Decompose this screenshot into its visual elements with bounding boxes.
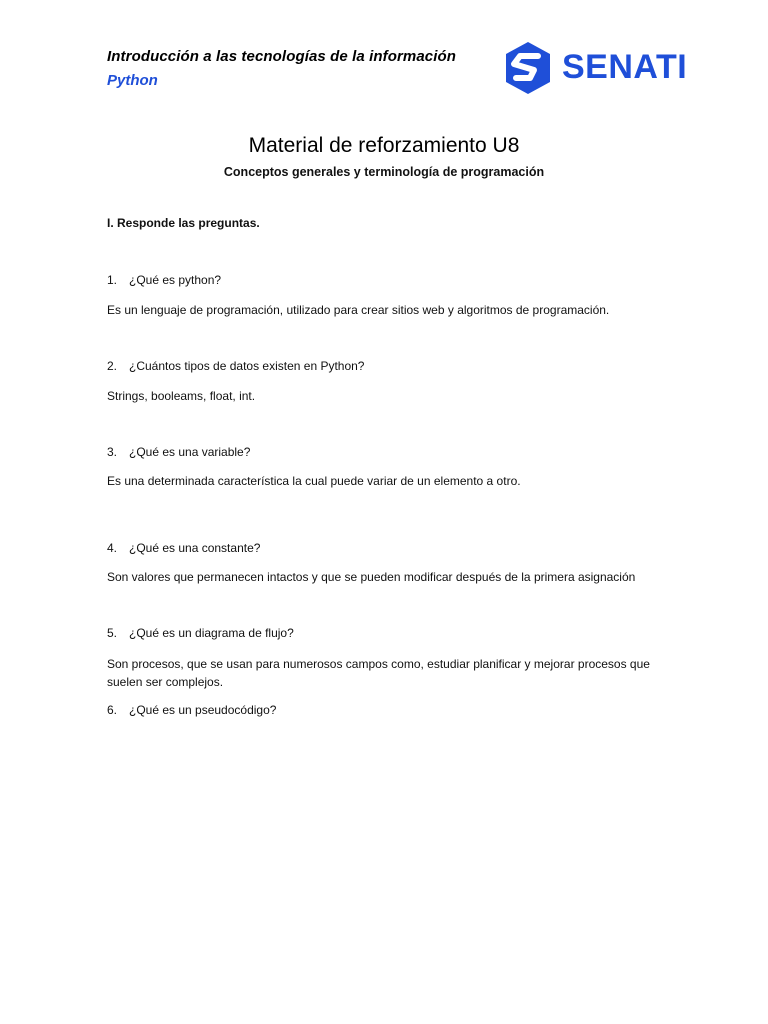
question-3	[107, 445, 250, 459]
question-number: 3.	[107, 445, 118, 459]
question-number: 4.	[107, 541, 118, 555]
section-heading: I. Responde las preguntas.	[107, 216, 260, 230]
question-text: ¿Qué es una variable?	[129, 445, 251, 459]
question-text: ¿Cuántos tipos de datos existen en Python?	[129, 359, 365, 373]
document-subtitle: Conceptos generales y terminología de programación	[223, 165, 545, 179]
question-5	[107, 626, 294, 640]
course-subject: Python	[107, 72, 158, 89]
question-2	[107, 359, 364, 373]
question-text: ¿Qué es un pseudocódigo?	[129, 703, 277, 717]
course-title: Introducción a las tecnologías de la información	[107, 48, 457, 65]
question-1	[107, 273, 221, 287]
logo-text: SENATI	[562, 48, 688, 86]
question-number: 1.	[107, 273, 118, 287]
question-text: ¿Qué es python?	[129, 273, 222, 287]
answer-2: Strings, booleams, float, int.	[107, 389, 256, 403]
question-4	[107, 541, 260, 555]
question-number: 2.	[107, 359, 118, 373]
question-6	[107, 703, 276, 717]
answer-3: Es una determinada característica la cual puede variar de un elemento a otro.	[107, 474, 521, 488]
document-title: Material de reforzamiento U8	[248, 134, 520, 157]
question-text: ¿Qué es un diagrama de flujo?	[129, 626, 294, 640]
answer-1: Es un lenguaje de programación, utilizado para crear sitios web y algoritmos de programación.	[107, 303, 610, 317]
answer-5: Son procesos, que se usan para numerosos campos como, estudiar planificar y mejorar procesos que suelen ser complejos.	[107, 657, 650, 689]
question-text: ¿Qué es una constante?	[129, 541, 261, 555]
answer-4: Son valores que permanecen intactos y que se pueden modificar después de la primera asignación	[107, 570, 636, 584]
question-number: 6.	[107, 703, 118, 717]
question-number: 5.	[107, 626, 118, 640]
